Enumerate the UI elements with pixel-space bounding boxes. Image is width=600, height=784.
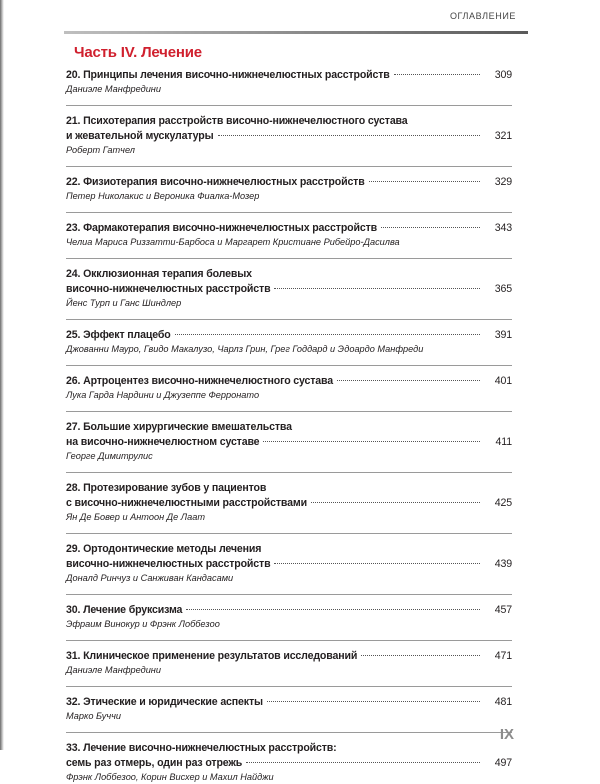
toc-entry-title-line (66, 695, 512, 710)
toc-entry-page-number: 411 (495, 436, 512, 448)
toc-entry-authors: Джованни Мауро, Гвидо Макалузо, Чарлз Грин, Грег Годдард и Эдоардо Манфреди (66, 344, 424, 354)
toc-entry-title-line (66, 328, 512, 343)
toc-entry-title-line (66, 68, 512, 83)
toc-entry-title-line (66, 496, 512, 511)
toc-entry-title: 30. Лечение бруксизма (66, 604, 183, 616)
toc-entry-authors: Челиа Мариса Риззатти-Барбоса и Маргарет Кристиане Рибейро-Дасилва (66, 237, 400, 247)
toc-entry[interactable] (66, 114, 512, 157)
toc-entry-title: 28. Протезирование зубов у пациентов (66, 482, 267, 494)
header-rule (64, 31, 528, 34)
toc-entry[interactable] (66, 175, 512, 203)
toc-entry-title: 32. Этические и юридические аспекты (66, 696, 263, 708)
toc-entry-authors: Ян Де Бовер и Антоон Де Лаат (66, 512, 205, 522)
toc-entry[interactable] (66, 267, 512, 310)
toc-entry-title-line (66, 175, 512, 190)
dot-leader (175, 333, 480, 335)
entry-divider (66, 411, 512, 412)
part-title: Часть IV. Лечение (74, 44, 202, 61)
toc-entry-page-number: 481 (494, 696, 512, 708)
toc-entry-page-number: 365 (494, 283, 512, 295)
toc-entry-page-number: 471 (494, 650, 512, 662)
entry-divider (66, 594, 512, 595)
toc-entry-page-number: 401 (494, 375, 512, 387)
dot-leader (218, 134, 481, 136)
toc-entry-page-number: 439 (494, 558, 512, 570)
toc-entry-title: 29. Ортодонтические методы лечения (66, 543, 262, 555)
toc-entry-title: 21. Психотерапия расстройств височно-нижнечелюстного сустава (66, 115, 408, 127)
dot-leader (394, 73, 480, 75)
toc-entry-title: височно-нижнечелюстных расстройств (66, 283, 271, 295)
dot-leader (369, 180, 480, 182)
entry-divider (66, 533, 512, 534)
entry-divider (66, 640, 512, 641)
dot-leader (311, 501, 480, 503)
dot-leader (361, 654, 480, 656)
dot-leader (274, 562, 480, 564)
toc-entry-authors: Роберт Гатчел (66, 145, 135, 155)
dot-leader (267, 700, 480, 702)
toc-entry-page-number: 309 (494, 69, 512, 81)
toc-entry-title: на височно-нижнечелюстном суставе (66, 436, 260, 448)
toc-entry-page-number: 391 (494, 329, 512, 341)
toc-entry-authors: Петер Николакис и Вероника Фиалка-Мозер (66, 191, 260, 201)
toc-entry-authors: Даниэле Манфредини (66, 665, 161, 675)
toc-entry-authors: Доналд Ринчуз и Санживан Кандасами (66, 573, 234, 583)
toc-entry[interactable] (66, 603, 512, 631)
page-number-roman: IX (499, 726, 514, 743)
toc-entry-page-number: 457 (494, 604, 512, 616)
toc-entry-authors: Йенс Турп и Ганс Шиндлер (66, 298, 182, 308)
toc-entry-title: 23. Фармакотерапия височно-нижнечелюстных расстройств (66, 222, 377, 234)
toc-entry[interactable] (66, 328, 512, 356)
toc-entry-title: 24. Окклюзионная терапия болевых (66, 268, 252, 280)
entry-divider (66, 319, 512, 320)
toc-entry-authors: Марко Буччи (66, 711, 121, 721)
entry-divider (66, 166, 512, 167)
dot-leader (381, 226, 480, 228)
toc-entry[interactable] (66, 741, 512, 784)
dot-leader (246, 761, 480, 763)
dot-leader (274, 287, 480, 289)
toc-entry-page-number: 321 (494, 130, 512, 142)
toc-entry-title-line (66, 129, 512, 144)
entry-divider (66, 105, 512, 106)
toc-entry[interactable] (66, 374, 512, 402)
toc-entry-title-line (66, 756, 512, 771)
toc-entry-page-number: 329 (494, 176, 512, 188)
entry-divider (66, 686, 512, 687)
toc-entry[interactable] (66, 68, 512, 96)
toc-entry-title-line (66, 435, 512, 450)
toc-entry[interactable] (66, 481, 512, 524)
toc-entry-title-line (66, 603, 512, 618)
toc-entry-title: 33. Лечение височно-нижнечелюстных расстройств: (66, 742, 337, 754)
toc-entry-title-line (66, 221, 512, 236)
toc-entry-title-line (66, 282, 512, 297)
toc-entry-authors: Георге Димитрулис (66, 451, 153, 461)
toc-entry-title: семь раз отмерь, один раз отрежь (66, 757, 243, 769)
toc-entry[interactable] (66, 649, 512, 677)
toc-entry[interactable] (66, 695, 512, 723)
toc-entry-title: височно-нижнечелюстных расстройств (66, 558, 271, 570)
toc-entry-authors: Эфраим Винокур и Фрэнк Лоббезоо (66, 619, 220, 629)
dot-leader (186, 608, 480, 610)
running-header: ОГЛАВЛЕНИЕ (449, 11, 516, 21)
toc-entry-page-number: 425 (494, 497, 512, 509)
toc-entry-page-number: 343 (494, 222, 512, 234)
toc-entry-title: с височно-нижнечелюстными расстройствами (66, 497, 307, 509)
toc-entry-title: и жевательной мускулатуры (66, 130, 214, 142)
toc-entry-authors: Лука Гарда Нардини и Джузеппе Ферронато (66, 390, 260, 400)
page-binding-edge (0, 0, 4, 750)
entry-divider (66, 212, 512, 213)
toc-entry-title-line (66, 557, 512, 572)
toc-entry-authors: Даниэле Манфредини (66, 84, 161, 94)
toc-entry-title: 26. Артроцентез височно-нижнечелюстного сустава (66, 375, 334, 387)
toc-entry-authors: Фрэнк Лоббезоо, Корин Висхер и Махил Найджи (66, 772, 274, 782)
entry-divider (66, 258, 512, 259)
toc-entry-title: 31. Клиническое применение результатов исследований (66, 650, 358, 662)
toc-entry-title: 22. Физиотерапия височно-нижнечелюстных расстройств (66, 176, 365, 188)
dot-leader (263, 440, 480, 442)
toc-entry[interactable] (66, 542, 512, 585)
toc-entry-title: 20. Принципы лечения височно-нижнечелюстных расстройств (66, 69, 390, 81)
toc-entry-title: 25. Эффект плацебо (66, 329, 171, 341)
toc-entry-title: 27. Большие хирургические вмешательства (66, 421, 292, 433)
toc-entry-title-line (66, 374, 512, 389)
dot-leader (337, 379, 480, 381)
entry-divider (66, 472, 512, 473)
toc-entry[interactable] (66, 221, 512, 249)
toc-entry-page-number: 497 (494, 757, 512, 769)
table-of-contents (66, 68, 512, 784)
toc-entry[interactable] (66, 420, 512, 463)
toc-entry-title-line (66, 649, 512, 664)
entry-divider (66, 732, 512, 733)
entry-divider (66, 365, 512, 366)
